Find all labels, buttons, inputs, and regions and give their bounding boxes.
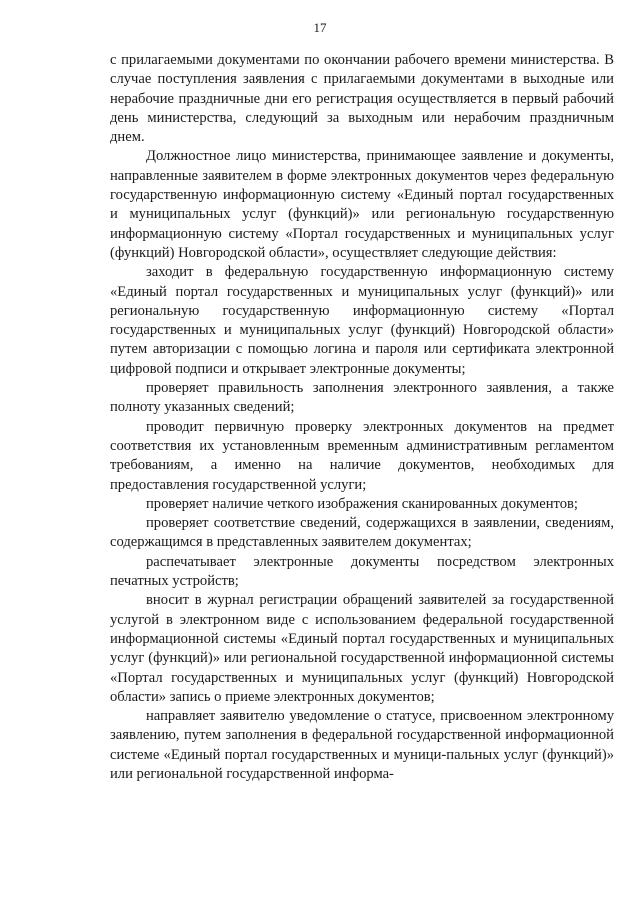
paragraph-action-check-scans: проверяет наличие четкого изображения сканированных документов;	[146, 495, 578, 512]
paragraph-action-check-consistency: проверяет соответствие сведений, содержащихся в заявлении, сведениям, содержащимся в представленных заявителем документах;	[110, 515, 614, 551]
paragraph-action-primary-check: проводит первичную проверку электронных документов на предмет соответствия их установленным временным административным регламентом требованиям, а именно на наличие документов, необходимых для предоставления государственной услуги;	[110, 418, 614, 493]
paragraph-action-register: вносит в журнал регистрации обращений заявителей за государственной услугой в электронном виде с использованием федеральной государственной информационной системы «Единый портал государственных и муниципальных услуг (функций)» или региональной государственной информационной системы «Портал государственных и муниципальных услуг (функций) Новгородской области» запись о приеме электронных документов;	[110, 592, 614, 705]
page-number: 17	[313, 20, 327, 35]
paragraph-action-login: заходит в федеральную государственную информационную систему «Единый портал государственных и муниципальных услуг (функций)» или региональную государственную информационную систему «Портал государственных и муниципальных услуг (функций) Новгородской области» путем авторизации с помощью логина и пароля или сертификата электронной цифровой подписи и открывает электронные документы;	[110, 264, 614, 377]
paragraph-action-check-correctness: проверяет правильность заполнения электронного заявления, а также полноту указанных сведений;	[110, 380, 614, 416]
paragraph-official-actions-intro: Должностное лицо министерства, принимающее заявление и документы, направленные заявителем в форме электронных документов через федеральную государственную информационную систему «Единый портал государственных и муниципальных услуг (функций)» или региональную государственную информационную систему «Портал государственных и муниципальных услуг (функций) Новгородской области», осуществляет следующие действия:	[110, 148, 614, 261]
paragraph-continuation: с прилагаемыми документами по окончании рабочего времени министерства. В случае поступления заявления с прилагаемыми документами в выходные или нерабочие праздничные дни его регистрация осуществляется в первый рабочий день министерства, следующий за выходным или нерабочим праздничным днем.	[110, 52, 614, 146]
paragraph-action-print: распечатывает электронные документы посредством электронных печатных устройств;	[110, 553, 614, 590]
document-body	[110, 51, 614, 784]
paragraph-action-notify: направляет заявителю уведомление о статусе, присвоенном электронному заявлению, путем заполнения в федеральной государственной информационной системе «Единый портал государственных и муници-пальных услуг (функций)» или региональной государственной информа-	[110, 708, 614, 782]
